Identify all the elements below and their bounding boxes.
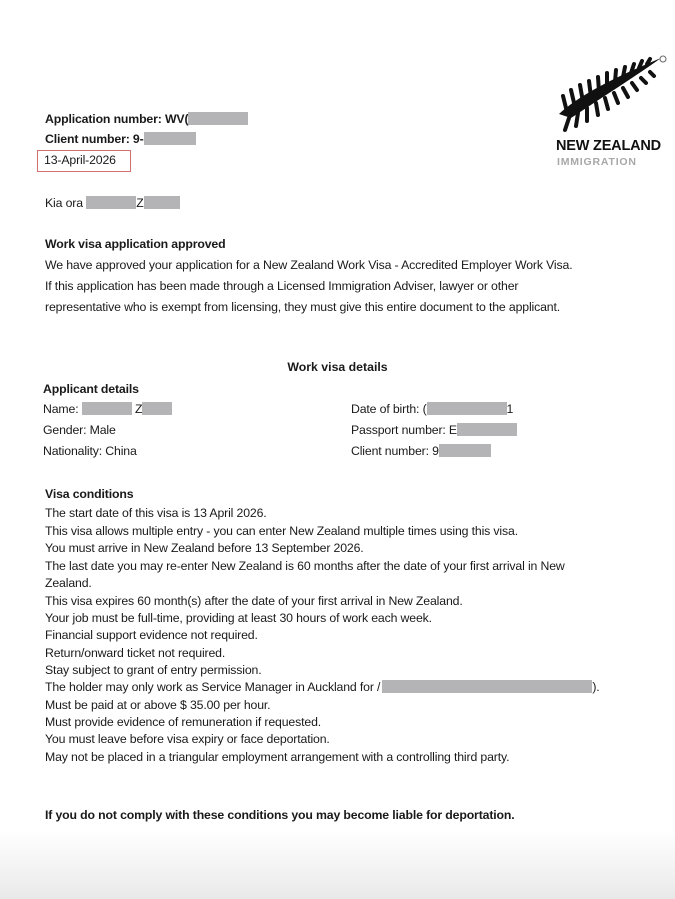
approval-heading: Work visa application approved (45, 237, 226, 251)
redaction-box (144, 132, 196, 145)
letter-date: 13-April-2026 (44, 153, 116, 167)
applicant-details-heading: Applicant details (43, 382, 139, 396)
condition-line: Financial support evidence not required. (45, 628, 258, 642)
logo-subtitle: IMMIGRATION (557, 156, 637, 168)
applicant-client-number: Client number: 9 (351, 443, 491, 460)
bottom-shadow (0, 830, 675, 899)
applicant-dob: Date of birth: ( 1 (351, 402, 514, 416)
intro-line: We have approved your application for a New Zealand Work Visa - Accredited Employer Work Visa. (45, 258, 573, 272)
redaction-box (457, 423, 517, 436)
intro-line: representative who is exempt from licensing, they must give this entire document to the applicant. (45, 300, 561, 314)
silver-fern-logo-icon (553, 52, 668, 172)
intro-line: If this application has been made through a Licensed Immigration Adviser, lawyer or other (45, 279, 519, 293)
redaction-box (439, 444, 491, 457)
condition-line: The start date of this visa is 13 April 2026. (45, 506, 267, 520)
condition-line: The last date you may re-enter New Zealand is 60 months after the date of your first arrival in New (45, 559, 565, 573)
condition-line: Must provide evidence of remuneration if requested. (45, 715, 322, 729)
redaction-box (142, 402, 172, 415)
applicant-name: Name: Z (43, 401, 172, 418)
condition-line: Return/onward ticket not required. (45, 646, 226, 660)
greeting: Kia ora Z (45, 195, 180, 212)
condition-line: Your job must be full-time, providing at least 30 hours of work each week. (45, 611, 432, 625)
redaction-box (82, 402, 132, 415)
condition-line: Must be paid at or above $ 35.00 per hour. (45, 698, 271, 712)
condition-line: You must arrive in New Zealand before 13 September 2026. (45, 541, 364, 555)
condition-line: This visa allows multiple entry - you can enter New Zealand multiple times using this visa. (45, 524, 518, 538)
application-number: Application number: WV( (45, 111, 248, 128)
applicant-gender: Gender: Male (43, 423, 116, 437)
logo-title: NEW ZEALAND (556, 138, 661, 154)
condition-line: This visa expires 60 month(s) after the date of your first arrival in New Zealand. (45, 594, 463, 608)
condition-line: You must leave before visa expiry or face deportation. (45, 732, 330, 746)
redaction-box (86, 196, 136, 209)
condition-line-employer: The holder may only work as Service Manager in Auckland for / ). (45, 680, 600, 694)
redaction-box (382, 680, 592, 693)
condition-line: May not be placed in a triangular employment arrangement with a controlling third party. (45, 750, 510, 764)
condition-line: Zealand. (45, 576, 92, 590)
redaction-box (188, 112, 248, 125)
condition-line: Stay subject to grant of entry permission. (45, 663, 262, 677)
redaction-box (427, 402, 507, 415)
work-visa-details-title: Work visa details (287, 360, 388, 374)
deportation-warning: If you do not comply with these conditions you may become liable for deportation. (45, 808, 515, 822)
applicant-nationality: Nationality: China (43, 444, 137, 458)
applicant-passport: Passport number: E (351, 422, 517, 439)
client-number: Client number: 9- (45, 131, 196, 148)
visa-conditions-heading: Visa conditions (45, 487, 134, 501)
redaction-box (144, 196, 180, 209)
